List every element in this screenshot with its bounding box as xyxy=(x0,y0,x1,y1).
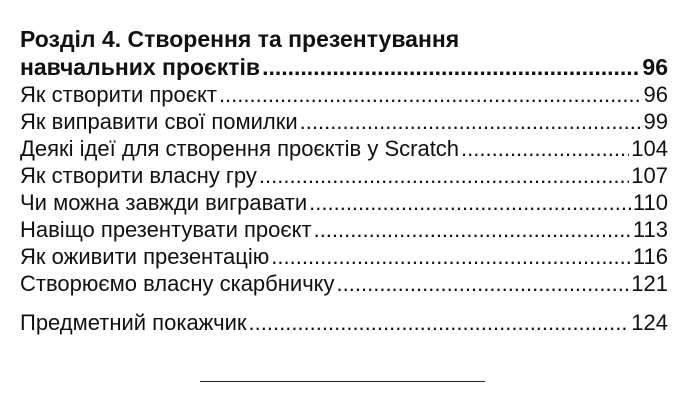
dot-leader xyxy=(314,216,631,243)
section-page-number: 96 xyxy=(642,54,668,80)
dot-leader xyxy=(219,81,642,108)
dot-leader xyxy=(300,108,642,135)
toc-entry-page: 116 xyxy=(632,244,668,269)
toc-entry-label: Як створити власну гру xyxy=(20,163,257,188)
toc-entry-label: Як виправити свої помилки xyxy=(20,109,298,134)
dot-leader xyxy=(337,270,630,297)
toc-entry-page: 104 xyxy=(631,136,668,161)
toc-entry-label: Деякі ідеї для створення проєктів у Scratch xyxy=(20,136,460,161)
toc-entry-page: 96 xyxy=(643,82,668,107)
dot-leader xyxy=(259,162,629,189)
toc-entry-page: 99 xyxy=(643,109,668,134)
table-of-contents xyxy=(20,25,668,336)
dot-leader xyxy=(249,309,630,336)
toc-entry-label: Навіщо презентувати проєкт xyxy=(20,217,312,242)
toc-entry-label: Як створити проєкт xyxy=(20,82,217,107)
toc-entry-page: 110 xyxy=(632,190,668,215)
horizontal-divider xyxy=(200,381,485,382)
toc-entry xyxy=(20,81,668,108)
index-entry xyxy=(20,309,668,336)
toc-entry-page: 121 xyxy=(631,271,668,296)
spacer xyxy=(20,297,668,309)
section-title-continued: навчальних проєктів xyxy=(20,54,261,80)
index-entry-label: Предметний покажчик xyxy=(20,310,247,335)
index-entry-page: 124 xyxy=(631,310,668,335)
toc-entry xyxy=(20,162,668,189)
toc-entry xyxy=(20,108,668,135)
toc-entry-label: Чи можна завжди вигравати xyxy=(20,190,308,215)
toc-entry-label: Як оживити презентацію xyxy=(20,244,270,269)
dot-leader xyxy=(461,135,629,162)
dot-leader xyxy=(271,243,631,270)
toc-entry xyxy=(20,189,668,216)
toc-entry xyxy=(20,270,668,297)
toc-entry-page: 107 xyxy=(631,163,668,188)
toc-entry-label: Створюємо власну скарбничку xyxy=(20,271,335,296)
section-title-row xyxy=(20,53,668,81)
toc-entry xyxy=(20,243,668,270)
section-title: Розділ 4. Створення та презентування xyxy=(20,26,460,52)
toc-entry xyxy=(20,135,668,162)
toc-entry-page: 113 xyxy=(632,217,668,242)
dot-leader xyxy=(262,53,640,81)
toc-entry xyxy=(20,216,668,243)
dot-leader xyxy=(309,189,631,216)
